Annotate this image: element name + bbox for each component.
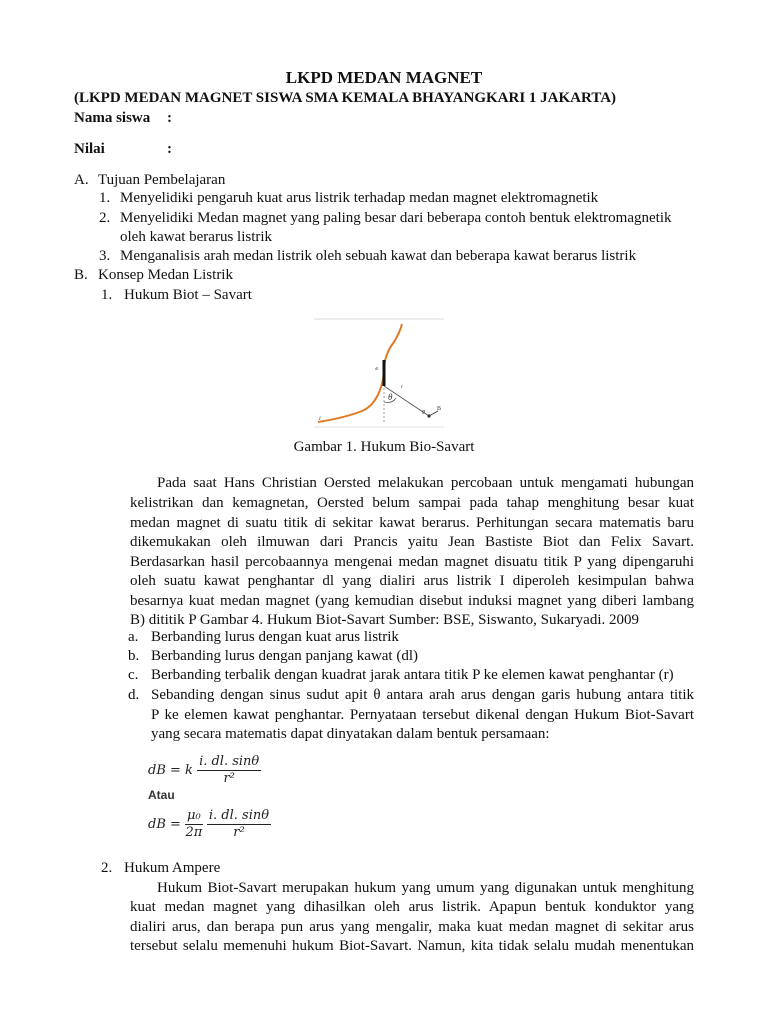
formula2-fraction: [207, 808, 271, 841]
document-title: LKPD MEDAN MAGNET: [285, 68, 483, 87]
section-b-marker: B.: [74, 267, 88, 283]
paragraph-1-first: [157, 474, 694, 494]
list-c-mark: c.: [128, 667, 139, 683]
objective-3-number: 3.: [99, 248, 111, 264]
figure-caption: Gambar 1. Hukum Bio-Savart: [293, 439, 475, 455]
section-a-heading: Tujuan Pembelajaran: [98, 172, 226, 188]
paragraph-1-line: dikemukakan oleh ilmuwan dari Prancis yaitu Jean Bastiste Biot dan Felix Savart.: [130, 534, 694, 550]
field-nilai-colon: :: [167, 141, 172, 157]
field-nama-label: Nama siswa: [74, 110, 151, 126]
objective-1-number: 1.: [99, 190, 111, 206]
objective-2-number: 2.: [99, 210, 111, 226]
list-c-text: Berbanding terbalik dengan kuadrat jarak antara titik P ke elemen kawat penghantar (r): [151, 667, 674, 683]
label-point-p: P: [422, 410, 426, 416]
current-wire: [318, 324, 402, 422]
sub2-title: Hukum Ampere: [124, 860, 221, 876]
paragraph-1-line: besarnya kuat medan magnet (yang kemudian disebut induksi magnet yang diberi lambang: [130, 592, 694, 609]
paragraph-1-line: oleh suatu kawat penghantar dl yang dialiri arus listrik I diperoleh kesimpulan bahwa: [130, 573, 694, 589]
section-a-marker: A.: [74, 172, 89, 188]
formula1-fraction: [197, 754, 261, 787]
sub1-number: 1.: [101, 287, 113, 303]
objective-2-text: Menyelidiki Medan magnet yang paling besar dari beberapa contoh bentuk elektromagnetik: [120, 210, 672, 226]
field-nilai: [74, 140, 172, 160]
formula1-lhs: dB = k: [148, 763, 193, 778]
list-d-line: yang secara matematis dapat dinyatakan dalam bentuk persamaan:: [151, 726, 550, 742]
formula2-numerator: i. dl. sinθ: [208, 808, 270, 823]
list-d-line: P ke elemen kawat penghantar. Pernyataan tersebut dikenal dengan Hukum Biot-Savart: [151, 706, 694, 723]
list-a-mark: a.: [128, 629, 139, 645]
formula2-coefficient: [185, 808, 203, 841]
formula1-denominator: r²: [223, 771, 235, 786]
paragraph-2-line: kuat medan magnet yang dihasilkan oleh arus listrik. Apapun bentuk konduktor yang: [130, 899, 694, 915]
paragraph-2-first: [157, 879, 694, 899]
label-b: B: [437, 406, 442, 412]
list-d-text: [151, 686, 694, 745]
paragraph-2-line: dialiri arus, dan berapa pun arus yang mengalir, maka kuat medan magnet di sekitar arus: [130, 918, 694, 935]
formula2-lhs: dB =: [148, 817, 181, 832]
field-nama-colon: :: [167, 110, 172, 126]
paragraph-1-line: Pada saat Hans Christian Oersted melakukan percobaan untuk mengamati hubungan: [157, 475, 694, 491]
objective-3-text: Menganalisis arah medan listrik oleh sebuah kawat dan beberapa kawat berarus listrik: [120, 248, 637, 264]
formula2-coef-den: 2π: [185, 825, 203, 840]
field-nilai-label: Nilai: [74, 141, 105, 157]
sub1-title: Hukum Biot – Savart: [124, 287, 252, 303]
biot-savart-figure: [314, 318, 444, 428]
label-r: r: [401, 385, 403, 390]
field-nama-siswa: [74, 109, 172, 129]
document-subtitle: (LKPD MEDAN MAGNET SISWA SMA KEMALA BHAYANGKARI 1 JAKARTA): [74, 90, 617, 106]
formula2-coef-num: μ₀: [187, 808, 201, 823]
list-a-text: Berbanding lurus dengan kuat arus listrik: [151, 629, 399, 645]
paragraph-2-line: Hukum Biot-Savart merupakan hukum yang umum yang digunakan untuk menghitung: [157, 880, 694, 896]
paragraph-1-line: B) dititik P Gambar 4. Hukum Biot-Savart Sumber: BSE, Siswanto, Sukaryadi. 2009: [130, 612, 640, 628]
formula-biot-savart-mu: [148, 808, 271, 841]
list-b-text: Berbanding lurus dengan panjang kawat (dl): [151, 648, 419, 664]
list-d-line: Sebanding dengan sinus sudut apit θ antara arah arus dengan garis hubung antara titik: [151, 687, 694, 703]
list-b-mark: b.: [128, 648, 140, 664]
objective-2-text-cont: oleh kawat berarus listrik: [120, 229, 273, 245]
section-b-heading: Konsep Medan Listrik: [98, 267, 233, 283]
paragraph-1-line: medan magnet di suatu titik di sekitar kawat berarus. Perhitungan secara matematis baru: [130, 514, 694, 531]
formula2-denominator: r²: [233, 825, 245, 840]
objective-1-text: Menyelidiki pengaruh kuat arus listrik terhadap medan magnet elektromagnetik: [120, 190, 599, 206]
label-theta: θ: [388, 392, 393, 402]
paragraph-1-line: kelistrikan dan kemagnetan, Oersted belum sampai pada tahap menghitung besar kuat: [130, 495, 694, 511]
paragraph-2-line: tersebut selalu memenuhi hukum Biot-Savart. Namun, kita tidak selalu mudah menentukan: [130, 938, 694, 954]
label-i: I: [319, 417, 321, 422]
paragraph-1-body: [130, 494, 694, 631]
list-d-mark: d.: [128, 687, 140, 703]
paragraph-1-line: Berdasarkan hasil percobaannya mengenai medan magnet disuatu titik P yang dipengaruhi: [130, 553, 694, 570]
paragraph-2-body: [130, 898, 694, 957]
formula1-numerator: i. dl. sinθ: [199, 754, 260, 769]
formula-atau-label: Atau: [148, 788, 175, 802]
sub2-number: 2.: [101, 860, 113, 876]
formula-biot-savart-k: [148, 754, 261, 787]
label-dl: dl: [375, 366, 379, 371]
